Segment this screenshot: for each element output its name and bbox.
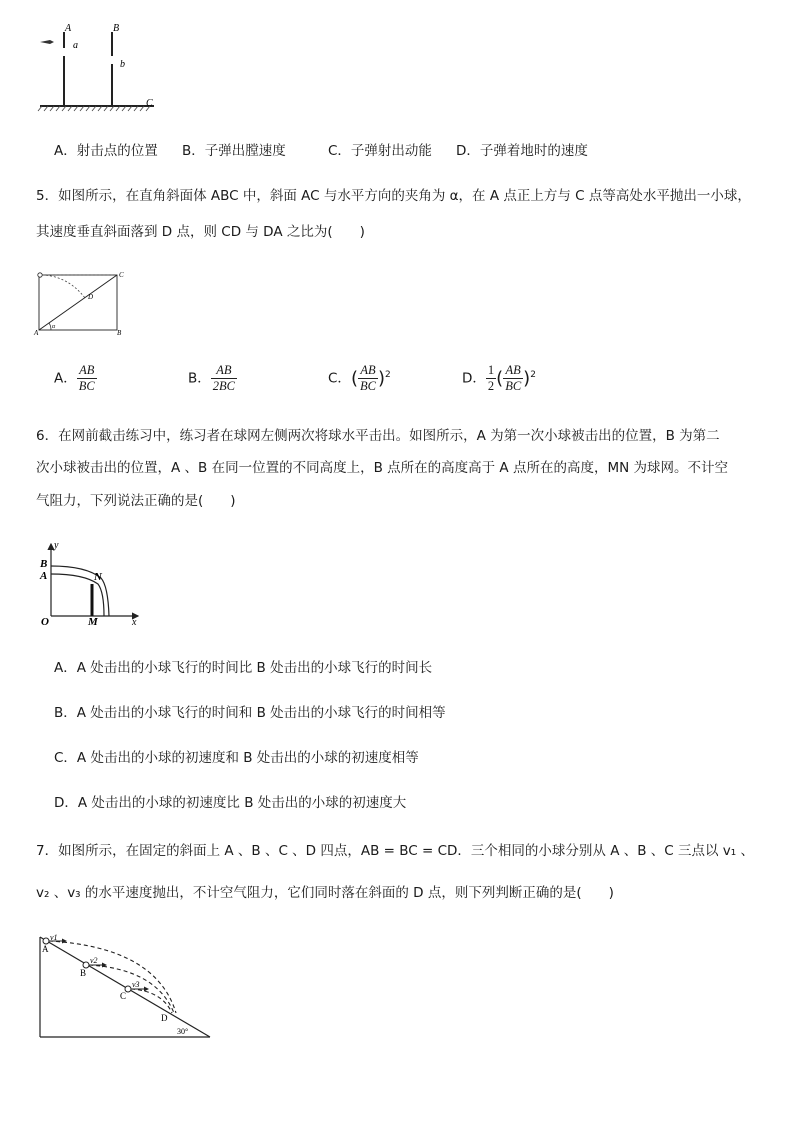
fig-label-N: N: [94, 571, 102, 583]
q7-figure: [36, 933, 214, 1041]
numerator: AB: [358, 363, 378, 379]
q5-stem-line1: 5．如图所示，在直角斜面体 ABC 中，斜面 AC 与水平方向的夹角为 α，在 A 点正上方与 C 点等高处水平抛出一小球，: [36, 188, 751, 204]
q6-option-a[interactable]: A．A 处击出的小球飞行的时间比 B 处击出的小球飞行的时间长: [54, 660, 433, 676]
q6-option-c[interactable]: C．A 处击出的小球的初速度和 B 处击出的小球的初速度相等: [54, 750, 419, 766]
fig-label-A: A: [34, 329, 39, 335]
q5-option-d[interactable]: D． $\frac{1}{2}$ ( $\frac{AB}{BC}$ )$^2$: [462, 363, 536, 393]
fig-label-b: b: [120, 59, 125, 70]
q4-option-b[interactable]: B．子弹出膛速度: [182, 143, 286, 159]
fig-label-A: A: [65, 23, 72, 34]
fraction: [211, 363, 237, 394]
q6-stem-line2: 次小球被击出的位置，A 、B 在同一位置的不同高度上，B 点所在的高度高于 A 点所在的高度，MN 为球网。不计空: [36, 460, 728, 476]
fig-label-A: A: [42, 944, 49, 954]
option-label: B．: [188, 370, 211, 387]
option-label: D．: [462, 370, 486, 387]
option-label: C．: [328, 370, 351, 387]
q5-option-c[interactable]: C．( $\frac{AB}{BC}$ )$^2$: [328, 363, 391, 393]
fig-label-B: B: [40, 558, 48, 570]
q6-stem-line1: 6．在网前截击练习中，练习者在球网左侧两次将球水平击出。如图所示，A 为第一次小球被击出的位置，B 为第二: [36, 428, 720, 444]
fig-label-a: a: [73, 40, 78, 51]
fig-label-v1: v1: [50, 933, 58, 942]
q5-option-a[interactable]: [54, 363, 97, 394]
denominator: BC: [359, 379, 376, 393]
fig-label-D: D: [88, 293, 94, 301]
fig-label-x: x: [132, 617, 137, 626]
fig-label-B: B: [117, 329, 122, 335]
bullet-icon: [40, 40, 54, 44]
q5-option-b[interactable]: [188, 363, 237, 394]
denominator: BC: [505, 379, 522, 393]
fig-label-C: C: [146, 98, 153, 109]
q4-option-c[interactable]: C．子弹射出动能: [328, 143, 432, 159]
fig-label-alpha: α: [52, 324, 56, 330]
q6-stem-line3: 气阻力，下列说法正确的是( ): [36, 493, 236, 509]
fig-label-M: M: [88, 616, 98, 626]
numerator: AB: [503, 363, 523, 379]
fig-label-angle: 30°: [177, 1027, 189, 1036]
fraction: [77, 363, 97, 394]
denominator: 2BC: [212, 379, 235, 393]
q7-stem-line1: 7．如图所示，在固定的斜面上 A 、B 、C 、D 四点，AB = BC = CD．三个相同的小球分别从 A 、B 、C 三点以 v₁ 、: [36, 843, 754, 859]
fraction: [358, 363, 378, 394]
fig-label-D: D: [161, 1013, 168, 1023]
denominator: BC: [78, 379, 95, 393]
fraction: [503, 363, 523, 394]
fig-label-A: A: [40, 570, 48, 582]
denominator: 2: [487, 379, 495, 393]
fig-label-v3: v3: [132, 980, 140, 989]
fig-label-C: C: [119, 271, 124, 279]
fig-label-v2: v2: [90, 956, 98, 965]
q4-option-a[interactable]: A．射击点的位置: [54, 143, 158, 159]
exponent: 2: [530, 370, 536, 380]
q6-option-d[interactable]: D．A 处击出的小球的初速度比 B 处击出的小球的初速度大: [54, 795, 407, 811]
coefficient-fraction: [486, 363, 496, 394]
q4-option-d[interactable]: D．子弹着地时的速度: [456, 143, 588, 159]
fig-label-y: y: [54, 540, 59, 551]
q5-stem-line2: 其速度垂直斜面落到 D 点，则 CD 与 DA 之比为( ): [36, 224, 365, 240]
q6-option-b[interactable]: B．A 处击出的小球飞行的时间和 B 处击出的小球飞行的时间相等: [54, 705, 446, 721]
numerator: 1: [487, 363, 495, 377]
numerator: AB: [211, 363, 237, 379]
fig-label-C: C: [120, 991, 127, 1001]
option-label: A．: [54, 370, 77, 387]
fig-label-B: B: [113, 23, 120, 34]
fig-label-O: O: [41, 616, 49, 626]
exponent: 2: [384, 370, 391, 380]
q5-figure: [33, 270, 128, 335]
q7-stem-line2: v₂ 、v₃ 的水平速度抛出，不计空气阻力，它们同时落在斜面的 D 点，则下列判断正确的是( ): [36, 885, 614, 901]
numerator: AB: [77, 363, 97, 379]
q6-figure: [36, 540, 146, 626]
q4-figure: [36, 18, 166, 113]
fig-label-B: B: [80, 968, 87, 978]
